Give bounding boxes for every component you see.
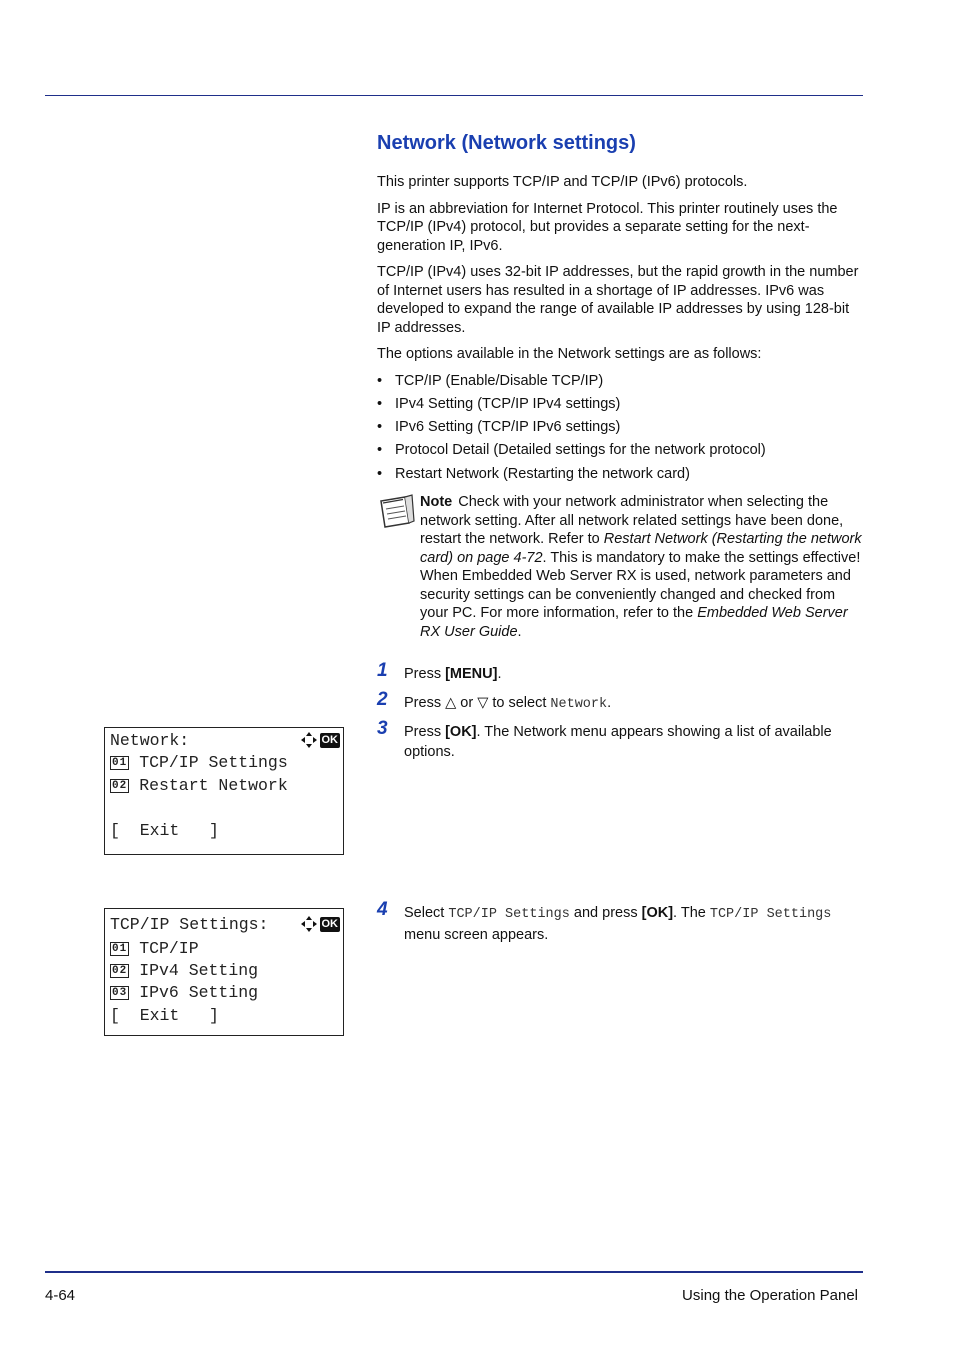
step-number: 3 bbox=[377, 718, 388, 739]
exit-softkey: [ Exit ] bbox=[110, 1006, 219, 1025]
paragraph: This printer supports TCP/IP and TCP/IP (IPv6) protocols. bbox=[377, 174, 748, 190]
section-title: Network (Network settings) bbox=[377, 132, 636, 154]
menu-item: 02 IPv4 Setting bbox=[112, 961, 259, 980]
paragraph: IP is an abbreviation for Internet Protocol. This printer routinely uses the TCP/IP (IPv4) protocol, but provides a separate setting for the next-generation IP, IPv6. bbox=[377, 200, 838, 254]
item-number-badge: 01 bbox=[112, 943, 128, 955]
lcd-panel-tcpip-settings bbox=[104, 908, 344, 1036]
page-number: 4-64 bbox=[45, 1287, 76, 1304]
menu-item: 02 Restart Network bbox=[112, 776, 288, 795]
item-number-badge: 02 bbox=[112, 780, 128, 792]
paragraph: TCP/IP (IPv4) uses 32-bit IP addresses, but the rapid growth in the number of Internet users has resulted in a shortage of IP addresses. IPv6 was developed to expand the range of available IP addresses by using 128-bit IP addresses. bbox=[377, 264, 859, 336]
navigation-arrows-icon bbox=[301, 916, 317, 932]
options-list bbox=[377, 372, 863, 484]
header-rule bbox=[45, 95, 863, 96]
panel-title: TCP/IP Settings: bbox=[110, 915, 269, 934]
notepad-icon bbox=[377, 493, 415, 529]
chapter-title: Using the Operation Panel bbox=[682, 1287, 858, 1304]
item-number-badge: 02 bbox=[112, 965, 128, 977]
panel-icons bbox=[301, 916, 341, 932]
item-number-badge: 03 bbox=[112, 987, 128, 999]
exit-softkey: [ Exit ] bbox=[110, 821, 219, 840]
ok-icon: OK bbox=[321, 733, 338, 746]
list-item: • TCP/IP (Enable/Disable TCP/IP) bbox=[377, 372, 604, 389]
lcd-panel-network bbox=[104, 727, 344, 855]
note-box: Note Check with your network administrator when selecting the network setting. After all network related settings have been done, restart the network. Refer to Restart Network (Restarting the network card) on page 4-72. This is mandatory to make the settings effective! When Embedded Web Server RX is used, network parameters and security settings can be conveniently changed and checked from your PC. For more information, refer to the Embedded Web Server RX User Guide. bbox=[377, 493, 863, 641]
panel-title: Network: bbox=[110, 731, 190, 750]
ok-icon: OK bbox=[321, 917, 338, 930]
panel-icons bbox=[301, 732, 341, 748]
list-item: • IPv4 Setting (TCP/IP IPv4 settings) bbox=[377, 395, 621, 412]
navigation-arrows-icon bbox=[301, 732, 317, 748]
step-number: 2 bbox=[377, 689, 388, 710]
menu-item: 01 TCP/IP bbox=[112, 939, 199, 958]
menu-item: 03 IPv6 Setting bbox=[112, 983, 259, 1002]
step-number: 1 bbox=[377, 660, 388, 681]
menu-item: 01 TCP/IP Settings bbox=[112, 753, 288, 772]
list-item: • Protocol Detail (Detailed settings for the network protocol) bbox=[377, 442, 766, 459]
cross-reference: Embedded Web Server RX User Guide bbox=[420, 605, 848, 640]
paragraph: The options available in the Network settings are as follows: bbox=[377, 346, 762, 362]
footer-rule bbox=[45, 1271, 863, 1273]
cross-reference: Restart Network (Restarting the network card) on page 4-72 bbox=[420, 531, 862, 566]
list-item: • IPv6 Setting (TCP/IP IPv6 settings) bbox=[377, 419, 621, 436]
note-label: Note bbox=[420, 494, 453, 511]
main-content bbox=[377, 130, 863, 641]
step-number: 4 bbox=[377, 899, 388, 920]
list-item: • Restart Network (Restarting the network card) bbox=[377, 465, 690, 482]
item-number-badge: 01 bbox=[112, 757, 128, 769]
